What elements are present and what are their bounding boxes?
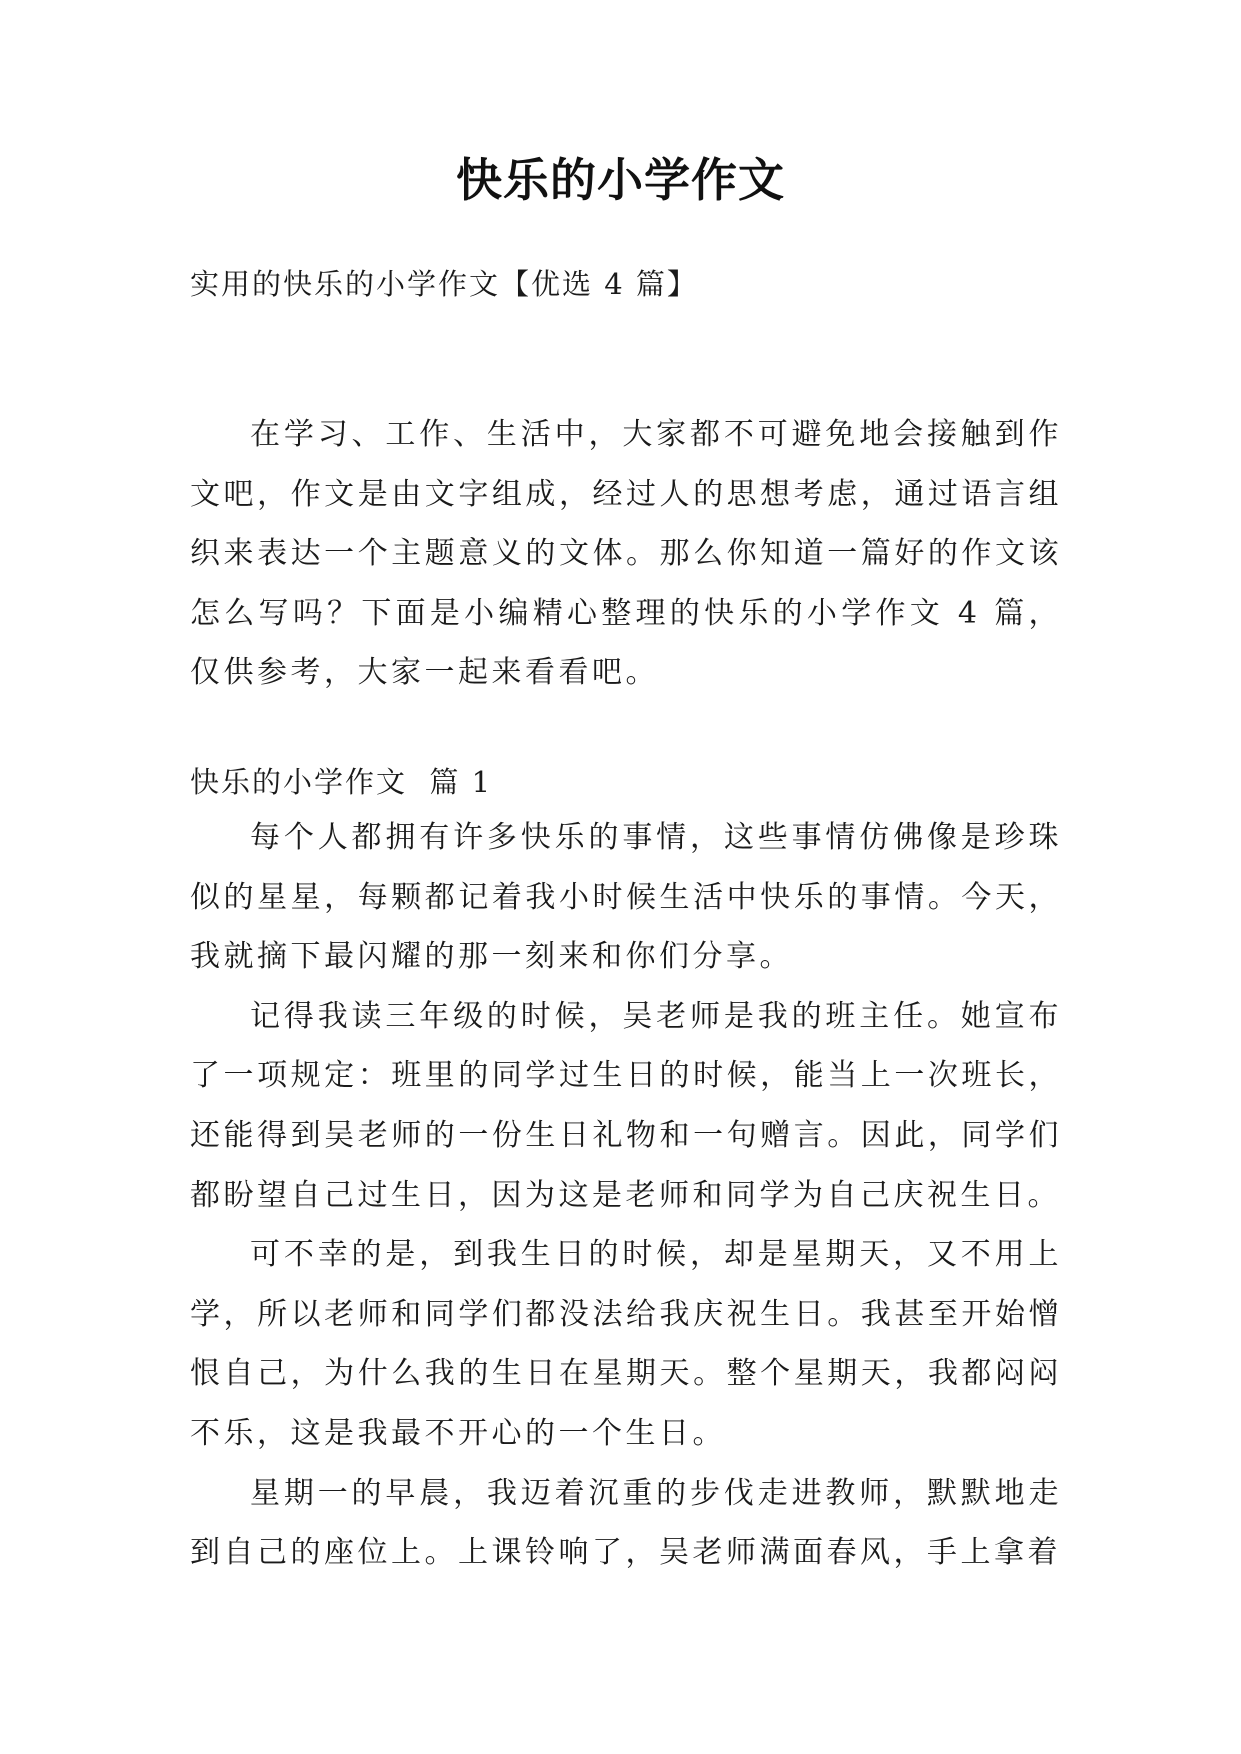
essay-paragraph: 可不幸的是，到我生日的时候，却是星期天，又不用上学，所以老师和同学们都没法给我庆祝生日。我甚至开始憎恨自己，为什么我的生日在星期天。整个星期天，我都闷闷不乐，这是我最不开心的一个生日。 bbox=[190, 1237, 1062, 1451]
intro-block bbox=[190, 405, 1062, 703]
essay-paragraph: 每个人都拥有许多快乐的事情，这些事情仿佛像是珍珠似的星星，每颗都记着我小时候生活中快乐的事情。今天，我就摘下最闪耀的那一刻来和你们分享。 bbox=[190, 820, 1062, 975]
document-title: 快乐的小学作文 bbox=[456, 153, 785, 207]
essay-body bbox=[190, 808, 1062, 1583]
document-subtitle: 实用的快乐的小学作文【优选 4 篇】 bbox=[190, 267, 698, 301]
section-heading: 快乐的小学作文 篇 1 bbox=[190, 765, 493, 799]
essay-paragraph: 星期一的早晨，我迈着沉重的步伐走进教师，默默地走到自己的座位上。上课铃响了，吴老师满面春风，手上拿着 bbox=[190, 1475, 1062, 1571]
essay-paragraph: 记得我读三年级的时候，吴老师是我的班主任。她宣布了一项规定：班里的同学过生日的时候，能当上一次班长，还能得到吴老师的一份生日礼物和一句赠言。因此，同学们都盼望自己过生日，因为这是老师和同学为自己庆祝生日。 bbox=[190, 998, 1062, 1213]
intro-paragraph: 在学习、工作、生活中，大家都不可避免地会接触到作文吧，作文是由文字组成，经过人的思想考虑，通过语言组织来表达一个主题意义的文体。那么你知道一篇好的作文该怎么写吗？下面是小编精心整理的快乐的小学作文 4 篇，仅供参考，大家一起来看看吧。 bbox=[190, 417, 1062, 691]
